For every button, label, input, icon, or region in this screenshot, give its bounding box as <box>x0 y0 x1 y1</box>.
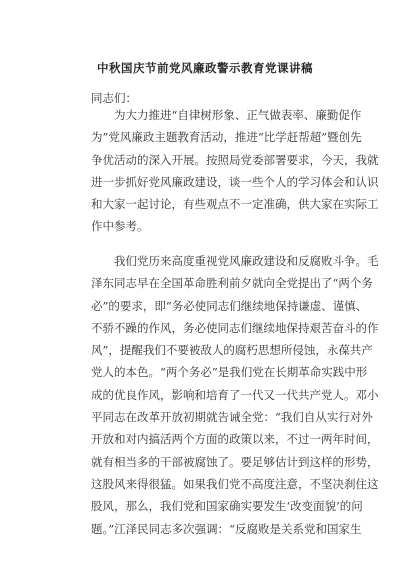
paragraph-line: 成的优良作风，影响和培育了一代又一代共产党人。邓小 <box>91 387 379 402</box>
paragraph-line: 平同志在改革开放初期就告诫全党：“我们自从实行对外 <box>91 410 373 425</box>
paragraph-line: 争优活动的深入开展。按照局党委部署要求，今天，我就 <box>91 152 379 167</box>
paragraph-line: 为”党风廉政主题教育活动，推进“比学赶帮超”暨创先 <box>91 130 362 145</box>
paragraph-line: 风”，提醒我们不要被敌人的腐朽思想所侵蚀，永葆共产 <box>91 343 373 358</box>
paragraph-line: 股风，那么，我们党和国家确实要发生‘改变面貌’的问 <box>91 499 363 514</box>
paragraph-line: 就有相当多的干部被腐蚀了。要足够估计到这样的形势， <box>91 454 379 469</box>
paragraph-line: 不骄不躁的作风，务必使同志们继续地保持艰苦奋斗的作 <box>91 320 379 335</box>
paragraph-2 <box>91 250 379 540</box>
paragraph-line: 进一步抓好党风廉政建设，谈一些个人的学习体会和认识 <box>91 174 379 189</box>
salutation: 同志们： <box>91 91 137 105</box>
paragraph-line: 作中参考。 <box>91 219 149 234</box>
paragraph-line: 为大力推进“自律树形象、正气做表率、廉勤促作 <box>114 108 362 122</box>
paragraph-line: 泽东同志早在全国革命胜利前夕就向全党提出了“两个务 <box>91 276 373 291</box>
paragraph-line: 开放和对内搞活两个方面的政策以来，不过一两年时间， <box>91 432 379 447</box>
paragraph-line: 和大家一起讨论，有些观点不一定准确，供大家在实际工 <box>91 197 379 212</box>
paragraph-line: 党人的本色。“两个务必”是我们党在长期革命实践中形 <box>91 365 368 380</box>
document-title: 中秋国庆节前党风廉政警示教育党课讲稿 <box>97 61 313 75</box>
paragraph-line: 这股风来得很猛。如果我们党不高度注意，不坚决刹住这 <box>91 476 379 491</box>
paragraph-line: 必”的要求，即“务必使同志们继续地保持谦虚、谨慎、 <box>91 298 368 313</box>
paragraph-1 <box>91 104 379 238</box>
paragraph-line: 我们党历来高度重视党风廉政建设和反腐败斗争。毛 <box>114 254 379 268</box>
paragraph-line: 题。”江泽民同志多次强调：“反腐败是关系党和国家生 <box>91 521 362 536</box>
